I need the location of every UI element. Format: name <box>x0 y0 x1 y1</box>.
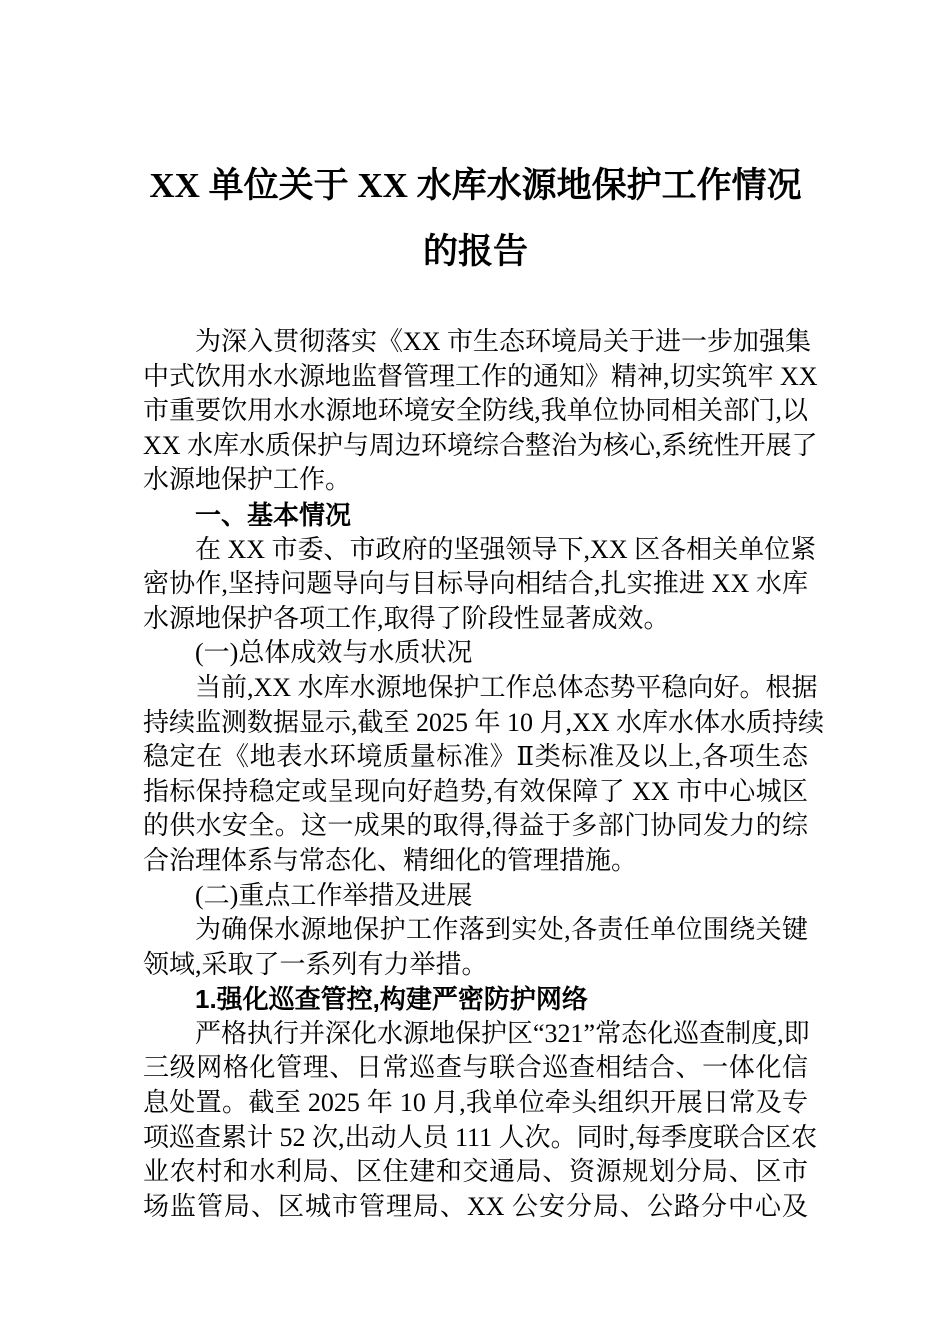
paragraph <box>143 533 817 637</box>
text-line: 为深入贯彻落实《XX 市生态环境局关于进一步加强集 <box>195 327 812 356</box>
subheading <box>143 879 808 914</box>
text-line: 严格执行并深化水源地保护区“321”常态化巡查制度,即 <box>195 1018 810 1048</box>
text-line: 合治理体系与常态化、精细化的管理措施。 <box>143 845 638 875</box>
text-line: XX 水库水质保护与周边环境综合整治为核心,系统性开展了 <box>143 430 818 460</box>
paragraph <box>143 913 808 982</box>
subheading <box>143 636 808 671</box>
document-body <box>143 325 825 1224</box>
paragraph <box>143 1017 818 1225</box>
text-line: 1.强化巡查管控,构建严密防护网络 <box>195 984 588 1015</box>
text-line: 水源地保护各项工作,取得了阶段性显著成效。 <box>143 603 670 633</box>
text-line: 场监管局、区城市管理局、XX 公安分局、公路分中心及 <box>143 1191 808 1221</box>
paragraph <box>143 671 825 879</box>
text-line: 的供水安全。这一成果的取得,得益于多部门协同发力的综 <box>143 811 808 841</box>
paragraph <box>143 325 818 498</box>
text-line: 稳定在《地表水环境质量标准》Ⅱ类标准及以上,各项生态 <box>143 742 808 772</box>
text-line: (二)重点工作举措及进展 <box>195 880 473 910</box>
text-line: 一、基本情况 <box>195 499 352 530</box>
text-line: 息处置。截至 2025 年 10 月,我单位牵头组织开展日常及专 <box>143 1088 808 1118</box>
text-line: 项巡查累计 52 次,出动人员 111 人次。同时,每季度联合区农 <box>143 1122 818 1152</box>
text-line: 三级网格化管理、日常巡查与联合巡查相结合、一体化信 <box>143 1053 808 1083</box>
text-line: 市重要饮用水水源地环境安全防线,我单位协同相关部门,以 <box>143 396 808 426</box>
text-line: 领域,采取了一系列有力举措。 <box>143 949 488 979</box>
heading-bold <box>143 498 808 533</box>
text-line: (一)总体成效与水质状况 <box>195 638 473 668</box>
text-line: 为确保水源地保护工作落到实处,各责任单位围绕关键 <box>195 915 808 945</box>
text-line: 持续监测数据显示,截至 2025 年 10 月,XX 水库水体水质持续 <box>143 707 825 737</box>
document-title <box>143 0 808 285</box>
text-line: 中式饮用水水源地监督管理工作的通知》精神,切实筑牢 XX <box>143 361 818 391</box>
text-line: 密协作,坚持问题导向与目标导向相结合,扎实推进 XX 水库 <box>143 569 808 599</box>
title-line: XX 单位关于 XX 水库水源地保护工作情况 <box>149 166 802 205</box>
title-line: 的报告 <box>422 232 528 271</box>
text-line: 在 XX 市委、市政府的坚强领导下,XX 区各相关单位紧 <box>195 534 817 564</box>
text-line: 当前,XX 水库水源地保护工作总体态势平稳向好。根据 <box>195 672 818 702</box>
text-line: 业农村和水利局、区住建和交通局、资源规划分局、区市 <box>143 1157 808 1187</box>
text-line: 指标保持稳定或呈现向好趋势,有效保障了 XX 市中心城区 <box>143 776 808 806</box>
text-line: 水源地保护工作。 <box>143 465 352 495</box>
heading-bold <box>143 982 808 1017</box>
document-content <box>143 0 825 1224</box>
